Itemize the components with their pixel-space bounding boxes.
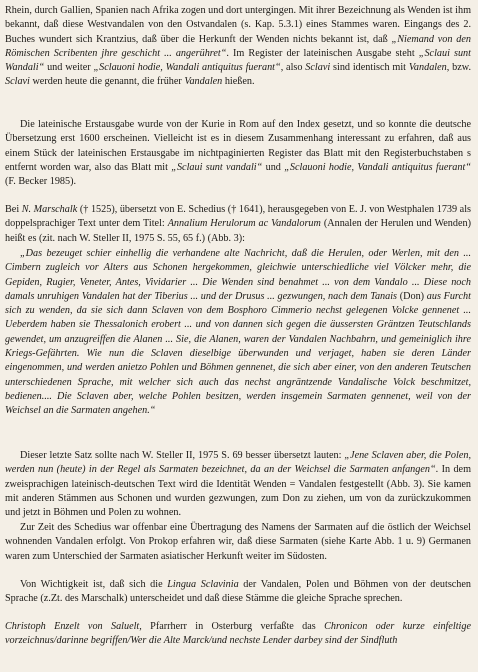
paragraph-2 [5, 118, 471, 189]
paragraph-4 [5, 449, 471, 520]
italic-run: „Sclauoni hodie, Wandali antiquitus fuerant“ [93, 62, 281, 74]
paragraph-6 [5, 578, 471, 607]
text-run: . In dem zweisprachigen lateinisch-deutschen Text wird die Identität Wenden = Vandalen festgestellt (Abb. 3). Sie kamen mit anderen Stämmen aus Schonen und wurden gezwungen, zum Don zu ziehen, um von da zurückzukommen und jetzt in Böhmen und Polen zu wohnen. [5, 464, 471, 519]
text-run: Bei [5, 204, 22, 215]
text-run: hießen. [222, 76, 255, 88]
text-run: . Im Register der lateinischen Ausgabe steht [226, 47, 419, 59]
text-run: († 1525), übersetzt von E. Schedius († 1641), herausgegeben von E. J. von Westphalen 1739 als doppelsprachiger Text unter dem Titel: [5, 204, 471, 230]
italic-run: „Jene Sclaven aber, die Polen, werden nun (heute) in der Regel als Sarmaten bezeichnet, da an der Weichsel die Sarmaten anfangen“ [5, 450, 471, 476]
italic-run: Lingua Sclavinia [167, 579, 239, 590]
text-run: Dieser letzte Satz sollte nach W. Steller II, 1975 S. 69 besser übersetzt lauten: [20, 450, 345, 461]
text-run: Die lateinische Erstausgabe wurde von der Kurie in Rom auf den Index gesetzt, und so konnte die deutsche Übersetzung erst 1600 erscheinen. Vielleicht ist es in diesem Zusammenhang interessant zu erfahren, daß aus einem Stück der lateinischen Erstausgabe im nichtpaginierten Register das Blatt mit den Registerbuchstaben s entfernt worden war, also das Blatt mit [5, 119, 471, 173]
italic-run: Sclavi [5, 76, 30, 88]
text-run: und [262, 161, 285, 173]
paragraph-7 [5, 620, 471, 649]
italic-run: aus Furcht sich zu wenden, da sie sich dann Sclaven von dem Bosphoro Cimmerio nechst gelegenen Volcke gennenet ... Ueberdem haben sie Thessalonich erobert ... und von dannen sich gegen die äussersten Gräntzen Teutschlands gewendet, um anzugreiffen die Alanen ... Sie, die Alanen, waren der Vandalen Nachbahrn, und gemeiniglich ihre Kriegs-Gefährten. Wie nun die Sclaven dieselbige überwunden und verjaget, haben sie deren Länder eingenommen, und werden anietzo Pohlen und Böhmen gennenet, die sich aber einer, von den anderen Teutschen unterschiedenen Sprache, mit welcher sich auch das nechst angräntzende Vandalische Volck beschmitzet, bedienen.... Die Sclaven aber, welche Pohlen besitzen, werden insgemein Sarmaten gennenet, weil von der Weichsel an die Sarmaten angehen.“ [5, 290, 471, 417]
text-run: Von Wichtigkeit ist, daß sich die [20, 579, 168, 590]
paragraph-3 [5, 203, 471, 246]
block-quote [5, 247, 471, 419]
text-run: sind identisch mit [330, 62, 409, 74]
italic-run: „Sclaui sunt vandali“ [171, 161, 263, 173]
paragraph-1 [5, 4, 471, 90]
italic-run: „Niemand von den Römischen Scribenten jhre geschicht ... angerühret“ [5, 33, 471, 59]
text-run: (Annalen der Herulen und Wenden) heißt es (zit. nach W. Steller II, 1975 S. 55, 65 f.) (Abb. 3): [5, 218, 471, 244]
text-run: der Vandalen, Polen und Böhmen von der deutschen Sprache (z.Zt. des Marschalk) unterscheidet und daß diese Stämme die gleiche Sprache sprechen. [5, 579, 472, 605]
text-run: werden heute die genannt, die früher [29, 76, 185, 88]
text-run: Rhein, durch Gallien, Spanien nach Afrika zogen und dort untergingen. Mit ihrer Bezeichnung als Wenden ist ihm bekannt, daß diese Westvandalen von den Ostvandalen (s. Kap. 5.3.1) eines Stammes waren. Eingangs des 2. Buches wundert sich Krantzius, daß über die Herkunft der Wenden nichts bekannt ist, daß [5, 5, 471, 45]
text-run: (F. Becker 1985). [5, 176, 77, 188]
italic-run: „Sclauoni hodie, Vandali antiquitus fuerant“ [284, 161, 471, 173]
italic-run: Vandalen [408, 62, 447, 74]
italic-run: Annalium Herulorum ac Vandalorum [167, 218, 321, 230]
italic-run: Vandalen [184, 76, 223, 88]
text-run: , also [280, 62, 306, 74]
italic-run: Christoph Enzelt von Saluelt [5, 621, 140, 632]
text-run: , Pfarrherr in Osterburg verfaßte das [139, 621, 325, 632]
text-run: , bzw. [446, 62, 471, 74]
italic-run: „Sclaui sunt Wandali“ [5, 47, 471, 74]
text-run: und weiter [44, 62, 94, 74]
italic-run: „Das bezeuget schier einhellig die verhandene alte Nachricht, daß die Herulen, oder Werlen, mit den ... Cimbern zugleich vor Alters aus Schonen hergekommen, gleichwie unterschiedliche viel Völcker mehr, die Gepiden, Rugier, Veneter, Antes, Vividarier ... Die Wenden sind benahmet ... von dem Vandalo ... Diese noch damals unruhigen Vandalen hat der Tiberius ... und der Drusus ... gezwungen, nach dem Tanais [5, 248, 471, 302]
italic-run: Chronicon oder kurze einfeltige vorzeichnus/darinne begriffen/Wer die Alte Marck/und nechste Lender darbey sind der Sindfluth [5, 621, 471, 647]
italic-run: N. Marschalk [21, 204, 78, 215]
text-run: (Don) [397, 290, 427, 302]
paragraph-5 [5, 521, 471, 564]
text-run: Zur Zeit des Schedius war offenbar eine Übertragung des Namens der Sarmaten auf die östlich der Weichsel wohnenden Vandalen erfolgt. Von Prokop erfahren wir, daß diese Sarmaten (siehe Karte Abb. 1 u. 9) Germanen waren zum Unterschied der Sarmaten asiatischer Herkunft weiter im Südosten. [5, 522, 471, 562]
italic-run: Sclavi [305, 62, 331, 74]
